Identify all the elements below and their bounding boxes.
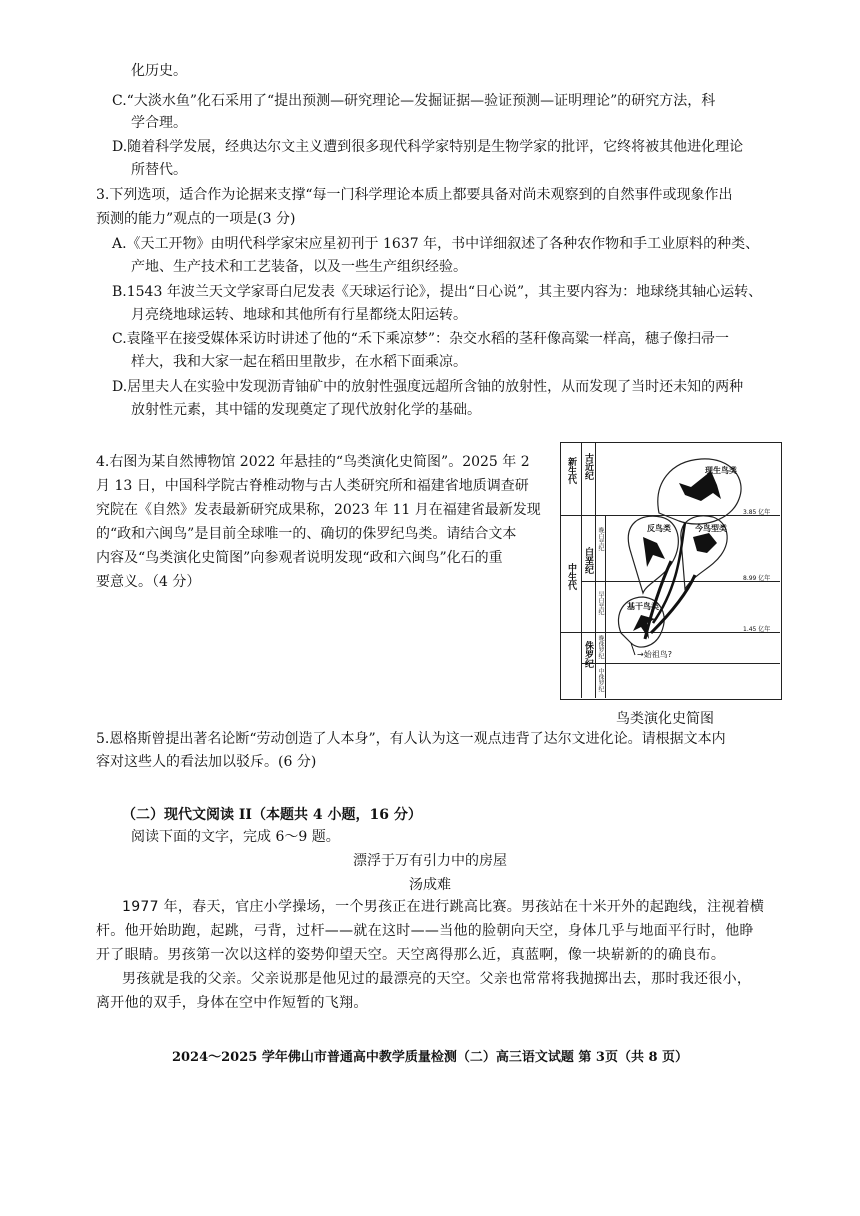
- period-paleogene: 古近纪: [583, 453, 593, 480]
- line-continuation: 化历史。: [131, 63, 187, 79]
- age-label-1: 3.85 亿年: [743, 509, 771, 516]
- neornithes-silhouette: [693, 533, 717, 553]
- question-5-line2: 容对这些人的看法加以驳斥。(6 分): [96, 754, 317, 770]
- question-5-line1: 5.恩格斯曾提出著名论断“劳动创造了人本身”，有人认为这一观点违背了达尔文进化论。请根据文本内: [96, 731, 726, 747]
- question-4-line3: 究院在《自然》发表最新研究成果称，2023 年 11 月在福建省最新发现: [96, 502, 541, 518]
- q3-option-c-line1: C.袁隆平在接受媒体采访时讲述了他的“禾下乘凉梦”：杂交水稻的茎秆像高粱一样高，穗子像扫帚一: [112, 331, 729, 347]
- label-basal-birds: 基干鸟类: [627, 602, 659, 611]
- chart-caption: 鸟类演化史简图: [616, 711, 714, 727]
- bird-evolution-chart: [560, 442, 782, 700]
- question-4-line5: 内容及“鸟类演化史简图”向参观者说明发现“政和六闽鸟”化石的重: [96, 550, 503, 566]
- period-jurassic: 侏罗纪: [583, 641, 593, 668]
- label-archaeopteryx: →始祖鸟?: [637, 650, 672, 659]
- q3-option-a-line1: A.《天工开物》由明代科学家宋应星初刊于 1637 年，书中详细叙述了各种农作物和手工业原料的种类、: [112, 236, 760, 252]
- paragraph-1-line3: 开了眼睛。男孩第一次以这样的姿势仰望天空。天空离得那么近，真蓝啊，像一块崭新的的确良布。: [96, 947, 726, 963]
- period-cretaceous: 白垩纪: [583, 547, 593, 574]
- question-3-line2: 预测的能力”观点的一项是(3 分): [96, 211, 296, 227]
- option-c-line1: C.“大淡水鱼”化石采用了“提出预测—研究理论—发掘证据—验证预测—证明理论”的研究方法，科: [112, 93, 716, 109]
- paragraph-1-line2: 杆。他开始助跑，起跳，弓背，过杆——就在这时——当他的脸朝向天空，身体几乎与地面平行时，他睁: [96, 923, 754, 939]
- question-4-line6: 要意义。（4 分）: [96, 574, 201, 590]
- option-d-line1: D.随着科学发展，经典达尔文主义遭到很多现代科学家特别是生物学家的批评，它终将被其他进化理论: [112, 139, 744, 155]
- era-mesozoic: 中生代: [566, 563, 576, 590]
- article-author: 汤成难: [409, 877, 451, 893]
- label-modern-birds: 现生鸟类: [705, 466, 737, 475]
- page-footer: 2024～2025 学年佛山市普通高中教学质量检测（二）高三语文试题 第 3页（共 8 页）: [171, 1050, 689, 1065]
- q3-option-d-line1: D.居里夫人在实验中发现沥青铀矿中的放射性强度远超所含铀的放射性，从而发现了当时还未知的两种: [112, 379, 744, 395]
- label-anti-birds: 反鸟类: [647, 524, 671, 533]
- age-label-3: 1.45 亿年: [743, 626, 771, 633]
- anti-bird-silhouette: [643, 537, 665, 567]
- option-c-line2: 学合理。: [131, 115, 187, 131]
- q3-option-b-line2: 月亮绕地球运转、地球和其他所有行星都绕太阳运转。: [131, 307, 467, 323]
- question-4-line2: 月 13 日，中国科学院古脊椎动物与古人类研究所和福建省地质调查研: [96, 478, 529, 494]
- q3-option-d-line2: 放射性元素，其中镭的发现奠定了现代放射化学的基础。: [131, 402, 481, 418]
- subperiod-late-cretaceous: 晚白垩纪: [597, 527, 604, 551]
- question-4-line1: 4.右图为某自然博物馆 2022 年悬挂的“鸟类演化史简图”。2025 年 2: [96, 454, 530, 470]
- option-d-line2: 所替代。: [131, 162, 187, 178]
- q3-option-a-line2: 产地、生产技术和工艺装备，以及一些生产组织经验。: [131, 259, 467, 275]
- era-cenozoic: 新生代: [566, 457, 576, 484]
- question-4-line4: 的“政和六闽鸟”是目前全球唯一的、确切的侏罗纪鸟类。请结合文本: [96, 526, 517, 542]
- section-instruction: 阅读下面的文字，完成 6～9 题。: [131, 829, 340, 845]
- subperiod-early-cretaceous: 早白垩纪: [597, 591, 604, 615]
- paragraph-2-line2: 离开他的双手，身体在空中作短暂的飞翔。: [96, 995, 368, 1011]
- paragraph-1-line1: 1977 年，春天，官庄小学操场，一个男孩正在进行跳高比赛。男孩站在十米开外的起跑线，注视着横: [122, 899, 765, 915]
- subperiod-late-jurassic: 晚侏罗纪: [597, 635, 604, 659]
- section-heading: （二）现代文阅读 II（本题共 4 小题，16 分）: [122, 807, 422, 823]
- question-3-line1: 3.下列选项，适合作为论据来支撑“每一门科学理论本质上都要具备对尚未观察到的自然事件或现象作出: [96, 187, 733, 203]
- subperiod-middle-jurassic: 中侏罗纪: [597, 668, 604, 692]
- q3-option-c-line2: 样大，我和大家一起在稻田里散步，在水稻下面乘凉。: [131, 354, 467, 370]
- label-neornithes: 今鸟型类: [695, 524, 727, 533]
- q3-option-b-line1: B.1543 年波兰天文学家哥白尼发表《天球运行论》，提出“日心说”，其主要内容为：地球绕其轴心运转、: [112, 284, 763, 300]
- age-label-2: 8.99 亿年: [743, 575, 771, 582]
- paragraph-2-line1: 男孩就是我的父亲。父亲说那是他见过的最漂亮的天空。父亲也常常将我抛掷出去，那时我还很小，: [122, 971, 752, 987]
- article-title: 漂浮于万有引力中的房屋: [353, 853, 507, 869]
